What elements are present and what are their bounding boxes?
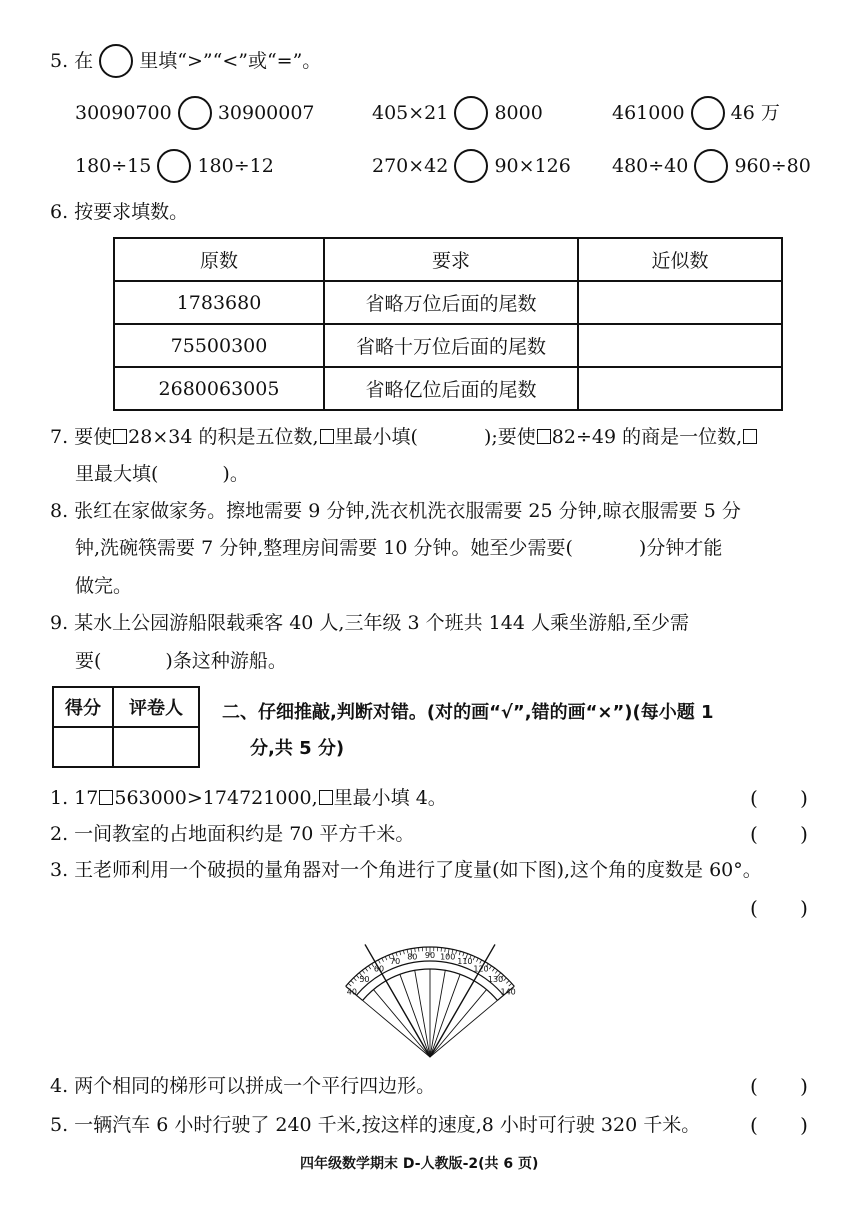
protractor-label: 70	[390, 957, 401, 967]
answer-circle[interactable]	[691, 96, 725, 130]
protractor-tick	[504, 978, 507, 981]
answer-circle[interactable]	[694, 149, 728, 183]
answer-paren-3[interactable]: ( )	[750, 896, 826, 920]
table-header: 要求	[324, 238, 578, 281]
protractor-label: 80	[407, 952, 418, 962]
q7-line2: 里最大填( )。	[75, 463, 249, 485]
table-row	[114, 281, 782, 324]
section2-heading-line2: 分,共 5 分)	[250, 738, 345, 759]
protractor-tick	[348, 983, 351, 986]
compare-item-2: 405×21 8000	[372, 94, 543, 131]
protractor-tick	[459, 951, 460, 955]
answer-circle[interactable]	[99, 44, 133, 78]
protractor-label: 50	[359, 974, 370, 984]
q5-instruction	[50, 42, 321, 79]
answer-cell[interactable]	[578, 324, 782, 367]
protractor-label: 120	[473, 964, 489, 974]
answer-paren-2[interactable]: ( )	[750, 822, 826, 846]
table-row	[114, 367, 782, 410]
q8-line2: 钟,洗碗筷需要 7 分钟,整理房间需要 10 分钟。她至少需要( )分钟才能	[75, 537, 723, 559]
table-cell: 1783680	[114, 281, 324, 324]
protractor-tick	[351, 981, 354, 984]
protractor-label: 140	[500, 987, 516, 997]
section2-heading-line1: 二、仔细推敲,判断对错。(对的画“√”,错的画“×”)(每小题 1	[222, 702, 714, 723]
protractor-tick	[385, 957, 387, 961]
answer-circle[interactable]	[454, 149, 488, 183]
judge-item-5: 5. 一辆汽车 6 小时行驶了 240 千米,按这样的速度,8 小时可行驶 320 千米。	[50, 1114, 701, 1136]
compare-item-4: 180÷15 180÷12	[75, 147, 274, 184]
protractor-tick	[463, 952, 464, 956]
protractor-tick	[489, 966, 491, 969]
protractor-tick	[480, 960, 482, 964]
table-row	[114, 324, 782, 367]
protractor-tick	[368, 966, 370, 969]
q9-line1: 9. 某水上公园游船限载乘客 40 人,三年级 3 个班共 144 人乘坐游船,至少需	[50, 612, 690, 634]
blank-box	[320, 429, 334, 444]
protractor-tick	[400, 951, 401, 955]
protractor-label: 90	[424, 951, 436, 960]
grader-cell[interactable]	[113, 727, 199, 767]
answer-circle[interactable]	[178, 96, 212, 130]
blank-box	[99, 790, 113, 805]
blank-box	[537, 429, 551, 444]
score-label: 得分	[53, 687, 113, 727]
q9-line2: 要( )条这种游船。	[75, 650, 287, 672]
q7-line1: 7. 要使 28×34 的积是五位数, 里最小填( );要使 82÷49 的商是一位数,	[50, 425, 758, 449]
protractor-tick	[378, 960, 380, 964]
q8-line1: 8. 张红在家做家务。擦地需要 9 分钟,洗衣机洗衣服需要 25 分钟,晾衣服需要 5 分	[50, 500, 741, 522]
protractor-ray	[373, 990, 430, 1057]
protractor-ray	[430, 990, 487, 1057]
protractor-tick	[415, 948, 416, 952]
blank-box	[743, 429, 757, 444]
answer-paren-5[interactable]: ( )	[750, 1113, 826, 1137]
protractor-tick	[495, 970, 497, 973]
table-cell: 75500300	[114, 324, 324, 367]
q8-line3: 做完。	[75, 575, 133, 597]
protractor-tick	[456, 950, 457, 954]
answer-circle[interactable]	[157, 149, 191, 183]
table-header-row	[114, 238, 782, 281]
compare-item-5: 270×42 90×126	[372, 147, 571, 184]
grader-label: 评卷人	[113, 687, 199, 727]
page-footer: 四年级数学期末 D-人教版-2(共 6 页)	[300, 1156, 539, 1172]
protractor-tick	[365, 968, 367, 971]
protractor-tick	[382, 958, 384, 962]
judge-item-3: 3. 王老师利用一个破损的量角器对一个角进行了度量(如下图),这个角的度数是 60°。	[50, 859, 762, 881]
table-header: 近似数	[578, 238, 782, 281]
protractor-label: 60	[373, 964, 385, 974]
answer-circle[interactable]	[454, 96, 488, 130]
broken-protractor-figure	[330, 935, 530, 1065]
protractor-label: 110	[457, 957, 473, 967]
protractor-label: 100	[440, 952, 456, 962]
table-cell: 省略万位后面的尾数	[324, 281, 578, 324]
q6-title: 6. 按要求填数。	[50, 201, 189, 223]
protractor-tick	[509, 983, 512, 986]
approximation-table	[113, 237, 783, 411]
answer-paren-4[interactable]: ( )	[750, 1074, 826, 1098]
protractor-tick	[362, 970, 364, 973]
q5-prefix: 5. 在	[50, 50, 94, 72]
answer-cell[interactable]	[578, 367, 782, 410]
judge-item-2: 2. 一间教室的占地面积约是 70 平方千米。	[50, 823, 415, 845]
score-table	[52, 686, 200, 768]
table-header: 原数	[114, 238, 324, 281]
answer-paren-1[interactable]: ( )	[750, 786, 826, 810]
compare-item-1: 30090700 30900007	[75, 94, 315, 131]
protractor-label: 40	[346, 987, 357, 997]
protractor-tick	[354, 978, 357, 981]
protractor-tick	[396, 952, 397, 956]
protractor-tick	[476, 958, 478, 962]
compare-item-6: 480÷40 960÷80	[612, 147, 811, 184]
protractor-label: 130	[487, 974, 504, 984]
q5-suffix: 里填“>”“<”或“=”。	[139, 50, 322, 72]
score-cell[interactable]	[53, 727, 113, 767]
blank-box	[319, 790, 333, 805]
answer-cell[interactable]	[578, 281, 782, 324]
judge-item-4: 4. 两个相同的梯形可以拼成一个平行四边形。	[50, 1075, 436, 1097]
protractor-tick	[445, 948, 446, 952]
table-cell: 2680063005	[114, 367, 324, 410]
table-cell: 省略亿位后面的尾数	[324, 367, 578, 410]
protractor-tick	[473, 957, 475, 961]
compare-item-3: 461000 46 万	[612, 94, 780, 131]
judge-item-1: 1. 17 563000>174721000, 里最小填 4。	[50, 787, 447, 809]
blank-box	[113, 429, 127, 444]
table-cell: 省略十万位后面的尾数	[324, 324, 578, 367]
protractor-tick	[492, 968, 494, 971]
protractor-tick	[506, 981, 509, 984]
protractor-tick	[403, 950, 404, 954]
